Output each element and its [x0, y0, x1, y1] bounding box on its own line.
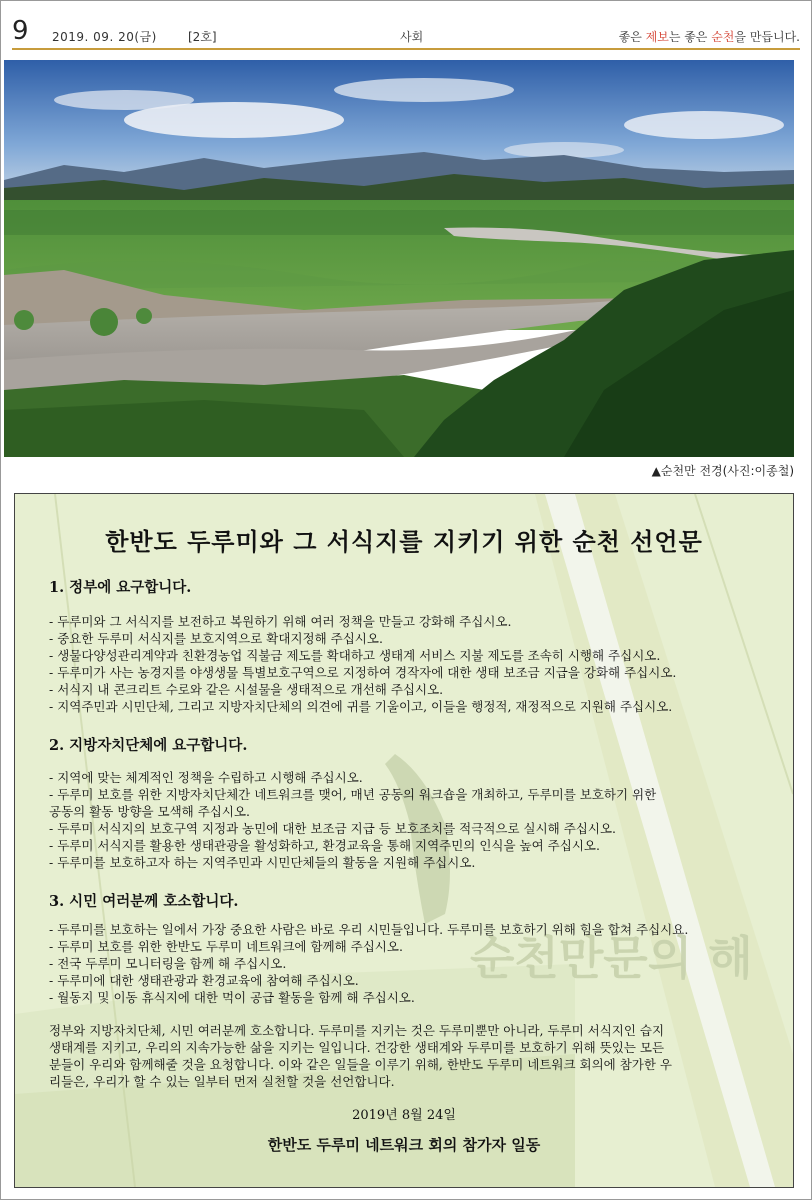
list-item: - 두루미가 사는 농경지를 야생생물 특별보호구역으로 지정하여 경작자에 대한 생태 보조금 지급을 강화해 주십시오.	[49, 665, 677, 680]
page-header	[12, 16, 800, 50]
list-item: 공동의 활동 방향을 모색해 주십시오.	[49, 804, 250, 819]
list-item: - 두루미 보호를 위한 한반도 두루미 네트워크에 함께해 주십시오.	[49, 939, 403, 954]
closing-paragraph: 정부와 지방자치단체, 시민 여러분께 호소합니다. 두루미를 지키는 것은 두루미뿐만 아니라, 두루미 서식지인 습지 생태계를 지키고, 우리의 지속가능한 삶을 지키는 일입니다. 건강한 생태계와 두루미를 보호하기 위해 뜻있는 모든 분들이 우리와 함께해줄 것을 요청합니다. 이와 같은 일들을 이루기 위해, 한반도 두루미 네트워크 회의에 참가한 우 리들은, 우리가 할 수 있는 일부터 먼저 실천할 것을 선언합니다.	[49, 1023, 672, 1089]
declaration-date: 2019년 8월 24일	[352, 1108, 456, 1123]
section-heading-2: 2. 지방자치단체에 요구합니다.	[49, 737, 248, 754]
list-item: - 두루미 서식지를 활용한 생태관광을 활성화하고, 환경교육을 통해 지역주민의 인식을 높여 주십시오.	[49, 838, 600, 853]
section-heading-1: 1. 정부에 요구합니다.	[49, 579, 192, 596]
list-item: - 두루미 보호를 위한 지방자치단체간 네트워크를 맺어, 매년 공동의 워크숍을 개최하고, 두루미를 보호하기 위한	[49, 787, 657, 802]
list-item: - 두루미를 보호하고자 하는 지역주민과 시민단체들의 활동을 지원해 주십시오.	[49, 855, 476, 870]
declaration-box	[14, 493, 794, 1188]
page-number: 9	[12, 16, 29, 46]
list-item: - 두루미에 대한 생태관광과 환경교육에 참여해 주십시오.	[49, 973, 359, 988]
declaration-title: 한반도 두루미와 그 서식지를 지키기 위한 순천 선언문	[105, 527, 703, 556]
list-item: - 두루미를 보호하는 일에서 가장 중요한 사람은 바로 우리 시민들입니다. 두루미를 보호하기 위해 힘을 합쳐 주십시요.	[49, 922, 689, 937]
issue-number: [2호]	[188, 30, 217, 44]
issue-date: 2019. 09. 20(금)	[52, 30, 157, 44]
list-item: - 두루미와 그 서식지를 보전하고 복원하기 위해 여러 정책을 만들고 강화해 주십시오.	[49, 614, 512, 629]
list-item: - 두루미 서식지의 보호구역 지정과 농민에 대한 보조금 지급 등 보호조치를 적극적으로 실시해 주십시오.	[49, 821, 617, 836]
slogan: 좋은 제보는 좋은 순천을 만듭니다.	[618, 30, 800, 44]
list-item: - 중요한 두루미 서식지를 보호지역으로 확대지정해 주십시오.	[49, 631, 383, 646]
list-item: - 생물다양성관리계약과 친환경농업 직불금 제도를 확대하고 생태계 서비스 지불 제도를 조속히 시행해 주십시오.	[49, 648, 661, 663]
suncheon-bay-photo	[4, 60, 794, 457]
list-item: - 전국 두루미 모니터링을 함께 해 주십시오.	[49, 956, 287, 971]
list-item: - 지역에 맞는 체계적인 정책을 수립하고 시행해 주십시오.	[49, 770, 363, 785]
section-name: 사회	[400, 30, 424, 44]
photo-caption: ▲순천만 전경(사진:이종철)	[651, 464, 794, 478]
field-art-text: 순천만문의 해	[470, 931, 753, 985]
list-item: - 서식지 내 콘크리트 수로와 같은 시설물을 생태적으로 개선해 주십시오.	[49, 682, 444, 697]
signatories: 한반도 두루미 네트워크 회의 참가자 일동	[267, 1136, 541, 1154]
list-item: - 지역주민과 시민단체, 그리고 지방자치단체의 의견에 귀를 기울이고, 이들을 행정적, 재정적으로 지원해 주십시오.	[49, 699, 673, 714]
list-item: - 월동지 및 이동 휴식지에 대한 먹이 공급 활동을 함께 해 주십시오.	[49, 990, 415, 1005]
section-heading-3: 3. 시민 여러분께 호소합니다.	[49, 893, 239, 910]
